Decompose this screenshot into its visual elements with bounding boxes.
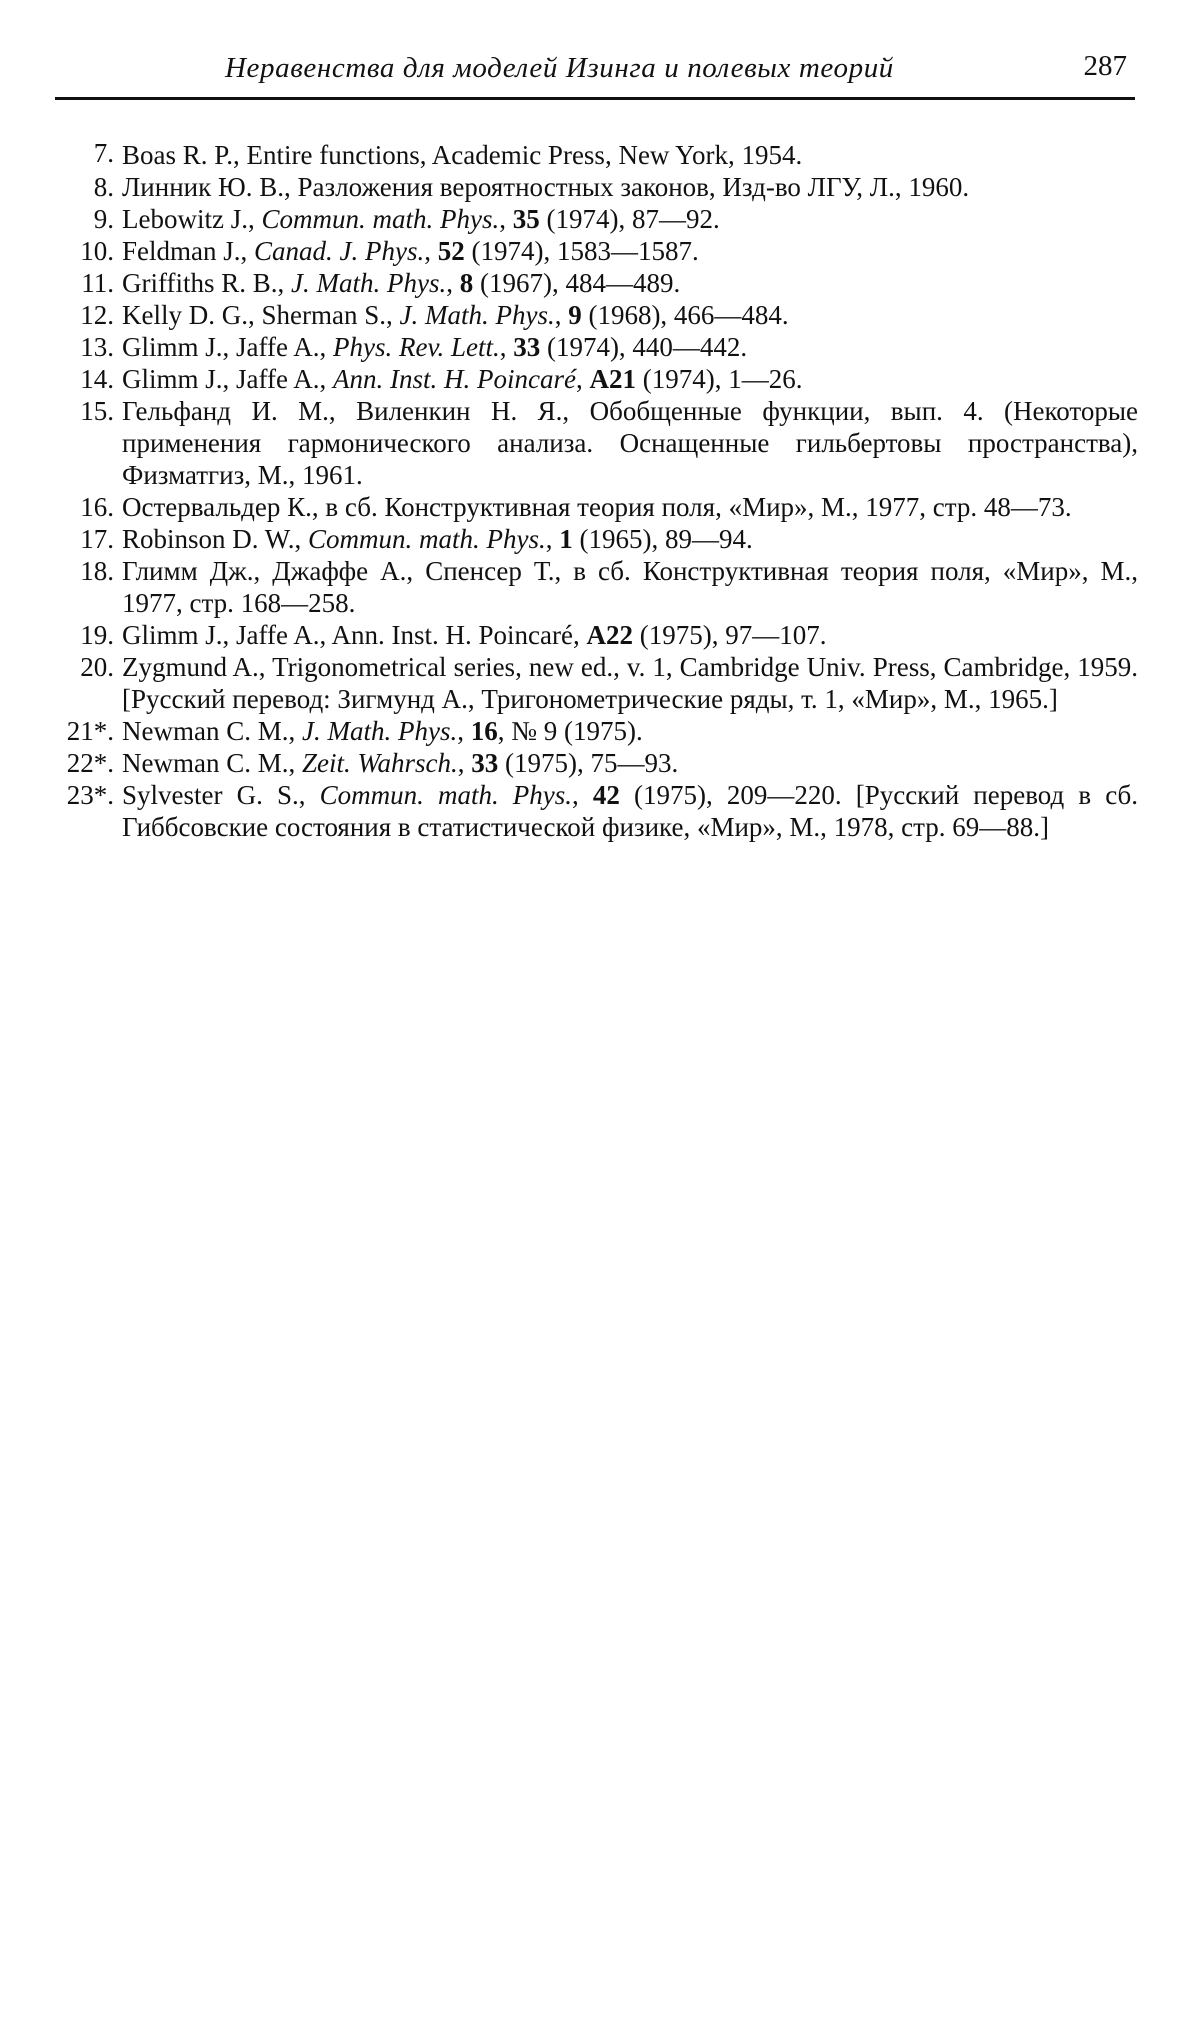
reference-text-segment: , xyxy=(575,364,590,394)
reference-text xyxy=(118,235,1138,267)
reference-text xyxy=(118,299,1138,331)
reference-text xyxy=(118,619,1138,651)
reference-item xyxy=(48,203,1138,235)
header-rule xyxy=(55,97,1135,100)
reference-text-segment: Kelly D. G., Sherman S., xyxy=(122,300,400,330)
reference-text-segment: Lebowitz J., xyxy=(122,204,262,234)
reference-item xyxy=(48,235,1138,267)
reference-number: 11. xyxy=(81,268,114,298)
reference-text-segment: , № 9 (1975). xyxy=(497,716,643,746)
reference-number: 8. xyxy=(93,172,114,202)
reference-list xyxy=(48,137,1138,843)
reference-text-segment: Sylvester G. S., xyxy=(122,780,320,810)
reference-text-segment: (1974), 440—442. xyxy=(540,332,748,362)
reference-number: 7. xyxy=(93,138,114,168)
reference-number: 16. xyxy=(80,492,114,522)
reference-number: 15. xyxy=(80,396,114,426)
reference-text xyxy=(118,651,1138,715)
reference-volume: 33 xyxy=(471,748,499,778)
reference-source-title: J. Math. Phys. xyxy=(291,268,447,298)
reference-number: 17. xyxy=(80,524,114,554)
reference-text-segment: Feldman J., xyxy=(122,236,254,266)
reference-text xyxy=(118,491,1138,523)
reference-text-segment: (1975), 97—107. xyxy=(632,620,827,650)
reference-text-segment: (1974), 87—92. xyxy=(539,204,720,234)
running-title: Неравенства для моделей Изинга и полевых теорий xyxy=(225,52,894,84)
reference-text-segment: Glimm J., Jaffe A., Ann. Inst. H. Poincaré, xyxy=(122,620,587,650)
reference-text xyxy=(118,363,1138,395)
reference-text xyxy=(118,715,1138,747)
reference-text-segment: Griffiths R. B., xyxy=(122,268,292,298)
reference-text xyxy=(118,331,1138,363)
reference-number: 10. xyxy=(80,236,114,266)
reference-text-segment: , xyxy=(499,332,514,362)
reference-source-title: Commun. math. Phys. xyxy=(319,780,573,810)
reference-volume: 52 xyxy=(437,236,465,266)
reference-text-segment: Гельфанд И. М., Виленкин Н. Я., Обобщенные функции, вып. 4. (Некоторые применения гармонического анализа. Оснащенные гильбертовы пространства), Физматгиз, М., 1961. xyxy=(122,396,1138,490)
reference-item xyxy=(48,491,1138,523)
reference-text-segment: , xyxy=(457,748,472,778)
reference-item xyxy=(48,715,1138,747)
reference-text-segment: (1974), 1583—1587. xyxy=(464,236,699,266)
reference-volume: A22 xyxy=(586,620,633,650)
reference-item xyxy=(48,299,1138,331)
reference-volume: 9 xyxy=(568,300,582,330)
page-number: 287 xyxy=(1083,50,1127,82)
reference-item xyxy=(48,267,1138,299)
reference-text xyxy=(118,747,1138,779)
reference-text xyxy=(118,203,1138,235)
reference-volume: 16 xyxy=(470,716,498,746)
reference-text xyxy=(118,267,1138,299)
reference-text-segment: Glimm J., Jaffe A., xyxy=(122,332,333,362)
reference-number: 18. xyxy=(80,556,114,586)
reference-volume: 8 xyxy=(459,268,474,298)
reference-source-title: Phys. Rev. Lett. xyxy=(333,332,500,362)
reference-text-segment: (1967), 484—489. xyxy=(473,268,681,298)
reference-number: 22*. xyxy=(66,748,114,778)
page-header xyxy=(55,50,1135,92)
reference-text-segment: Newman C. M., xyxy=(122,748,302,778)
reference-text xyxy=(118,523,1138,555)
reference-text-segment: Newman C. M., xyxy=(122,716,302,746)
reference-text-segment: (1968), 466—484. xyxy=(581,300,789,330)
reference-text-segment: Остервальдер К., в сб. Конструктивная теория поля, «Мир», М., 1977, стр. 48—73. xyxy=(122,492,1072,522)
reference-item xyxy=(48,779,1138,843)
reference-text xyxy=(118,395,1138,491)
reference-text-segment: (1974), 1—26. xyxy=(635,364,803,394)
reference-text-segment: Zygmund A., Trigonometrical series, new ed., v. 1, Cambridge Univ. Press, Cambridge, 1959. [Русский перевод: Зигмунд А., Тригонометрические ряды, т. 1, «Мир», М., 1965.] xyxy=(122,652,1138,714)
reference-item xyxy=(48,171,1138,203)
reference-text-segment: , xyxy=(499,204,513,234)
reference-source-title: Commun. math. Phys. xyxy=(261,204,500,234)
reference-text xyxy=(118,139,1138,171)
reference-source-title: J. Math. Phys. xyxy=(399,300,555,330)
reference-volume: 35 xyxy=(512,204,540,234)
reference-volume: A21 xyxy=(589,364,636,394)
reference-text-segment: Глимм Дж., Джаффе А., Спенсер Т., в сб. Конструктивная теория поля, «Мир», М., 1977, стр. 168—258. xyxy=(122,556,1138,618)
reference-volume: 1 xyxy=(559,524,573,554)
reference-volume: 42 xyxy=(592,780,620,810)
reference-text-segment: (1975), 209—220. [Русский перевод в сб. Гиббсовские состояния в статистической физике, «Мир», М., 1978, стр. 69—88.] xyxy=(122,780,1139,842)
reference-text-segment: Robinson D. W., xyxy=(122,524,309,554)
reference-item xyxy=(48,619,1138,651)
reference-text-segment: , xyxy=(457,716,471,746)
reference-item xyxy=(48,555,1138,619)
reference-text-segment: Линник Ю. В., Разложения вероятностных законов, Изд-во ЛГУ, Л., 1960. xyxy=(122,172,970,202)
reference-item xyxy=(48,363,1138,395)
reference-text-segment: , xyxy=(554,300,569,330)
reference-number: 12. xyxy=(80,300,114,330)
reference-text xyxy=(118,171,1138,203)
reference-text-segment: , xyxy=(572,780,593,810)
reference-text xyxy=(118,779,1138,843)
reference-volume: 33 xyxy=(513,332,541,362)
reference-source-title: Commun. math. Phys. xyxy=(308,524,546,554)
reference-text xyxy=(118,555,1138,619)
reference-item xyxy=(48,651,1138,715)
reference-item xyxy=(48,395,1138,491)
reference-item xyxy=(48,331,1138,363)
reference-source-title: Ann. Inst. H. Poincaré xyxy=(333,364,576,394)
reference-item xyxy=(48,747,1138,779)
reference-text-segment: , xyxy=(424,236,438,266)
reference-source-title: J. Math. Phys. xyxy=(301,716,458,746)
reference-item xyxy=(48,137,1138,171)
reference-text-segment: (1965), 89—94. xyxy=(572,524,753,554)
reference-item xyxy=(48,523,1138,555)
reference-text-segment: Boas R. P., Entire functions, Academic Press, New York, 1954. xyxy=(122,140,803,170)
reference-number: 21*. xyxy=(66,716,114,746)
reference-number: 19. xyxy=(80,620,114,650)
reference-text-segment: , xyxy=(446,268,460,298)
reference-text-segment: , xyxy=(545,524,560,554)
reference-number: 14. xyxy=(80,364,114,394)
reference-number: 23*. xyxy=(66,780,114,810)
reference-source-title: Zeit. Wahrsch. xyxy=(301,748,458,778)
reference-text-segment: (1975), 75—93. xyxy=(498,748,679,778)
reference-number: 13. xyxy=(80,332,114,362)
reference-text-segment: Glimm J., Jaffe A., xyxy=(122,364,333,394)
reference-number: 20. xyxy=(80,652,114,682)
reference-source-title: Canad. J. Phys. xyxy=(254,236,425,266)
reference-number: 9. xyxy=(93,204,114,234)
